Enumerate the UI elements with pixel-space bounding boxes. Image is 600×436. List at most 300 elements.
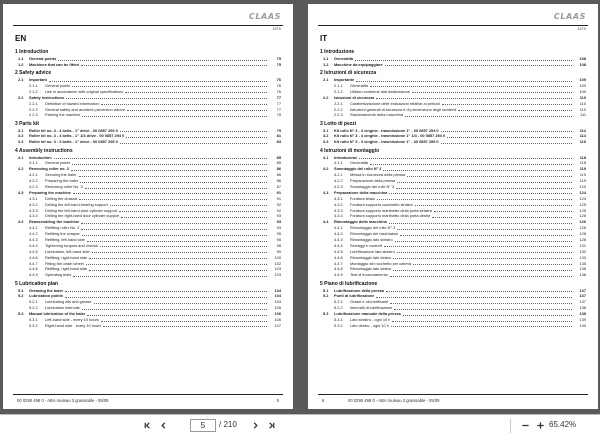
zoom-out-button[interactable] [518,418,532,433]
toc-entry-page: 133 [579,254,586,260]
toc-entry-title: Lubrication points [29,293,63,299]
toc-entry-page: 111 [580,112,586,118]
toc-entry-number: 4.2 [323,166,329,172]
pdf-page-right [308,4,598,409]
dot-leader [403,315,572,316]
toc-entry-page: 139 [579,311,586,317]
toc-entry-page: 103 [274,266,281,272]
toc-entry-title: Rimontaggio del rullo N° 3 [350,225,396,231]
zoom-out-icon [521,421,530,430]
dot-leader [397,252,572,253]
toc-entry-number: 2.2.2 [29,106,38,112]
toc-entry-title: Important [29,77,47,83]
toc-entry[interactable] [320,323,586,329]
toc-entry-page: 108 [579,55,586,61]
toc-entry-title: Removing roller no. 3 [29,166,69,172]
dot-leader [389,223,572,224]
toc-entry-number: 4.4.3 [29,237,38,243]
toc-entry-page: 99 [276,248,281,254]
toc-entry-page: 86 [276,178,281,184]
toc-entry-title: Drilling the chassis [45,195,78,201]
toc-entry-page: 77 [276,106,281,112]
toc-entry-page: 103 [274,272,281,278]
toc-entry-page: 126 [579,213,586,219]
toc-entry-page: 119 [579,166,586,172]
toc-entry-title: General safety and accident prevention advice [45,106,126,112]
next-page-icon [251,421,260,430]
toc-entry-title: Macchine da equipaggiare [334,61,383,67]
footer-document-ref: 00 0290 498 0 - ABA rouleau 3 graissable - 05/09 [17,398,109,403]
dot-leader [441,131,572,132]
zoom-in-icon [536,421,545,430]
dot-leader [355,60,572,61]
dot-leader [58,60,267,61]
dot-leader [101,321,267,322]
toc-entry-page: 118 [579,160,586,166]
toc-entry-number: 4.4.4 [334,242,343,248]
toc-entry[interactable] [15,112,281,118]
toc-entry-number: 4.2.3 [29,184,38,190]
toolbar-separator [510,419,511,433]
dot-leader [79,176,267,177]
dot-leader [100,246,267,247]
dot-leader [385,65,572,66]
toc-entry-page: 124 [579,189,586,195]
toc-entry-title: Tightening torques and checks [45,242,98,248]
last-page-button[interactable] [264,418,278,433]
toc-entry-number: 4.4.6 [334,254,343,260]
toc-entry-page: 93 [276,219,281,225]
toc-section-heading[interactable]: 5 Piano di lubrificazione [320,280,378,287]
dot-leader [397,182,572,183]
toc-entry-number: 4.4.8 [29,266,38,272]
dot-leader [82,309,267,310]
toc-entry-title: Kit rullo N° 3 - 4 cinghie - trasmissione 1" - 00 0857 293 0 [334,127,439,133]
toc-entry-page: 105 [274,305,281,311]
toc-entry-number: 5.3.2 [334,322,343,328]
toc-entry-page: 106 [274,311,281,317]
toc-entry-number: 5.2.1 [29,299,38,305]
toc-entry-page: 140 [579,322,586,328]
dot-leader [120,143,267,144]
toc-entry-title: Utilizzo conforme alla destinazione [350,88,410,94]
toc-entry-number: 4.1 [18,154,24,160]
toc-entry-page: 104 [274,293,281,299]
toc-entry[interactable] [15,139,281,145]
toc-section-heading[interactable]: 2 Istruzioni di sicurezza [320,70,377,77]
toc-entry-page: 126 [579,219,586,225]
toc-entry-page: 136 [579,266,586,272]
toc-entry-page: 102 [274,260,281,266]
table-of-contents [320,49,586,329]
toc-entry-page: 112 [579,127,586,133]
toc-entry-title: Generalità [350,160,368,166]
toc-entry-page: 136 [579,272,586,278]
toc-section-heading[interactable]: 2 Safety advice [15,70,52,77]
toc-entry-number: 5.1 [18,287,24,293]
dot-leader [125,92,267,93]
toc-entry-page: 75 [276,55,281,61]
dot-leader [370,164,572,165]
dot-leader [85,188,267,189]
toc-entry-number: 3.1 [18,127,24,133]
toc-entry-page: 126 [579,225,586,231]
page-language: EN [15,34,27,43]
dot-leader [120,131,267,132]
toc-entry-page: 76 [276,82,281,88]
toc-entry-title: Istruzioni di sicurezza [334,94,375,100]
toc-section-heading[interactable]: 4 Istruzioni di montaggio [320,147,380,154]
toc-entry-number: 5.2 [323,293,329,299]
toc-entry-number: 4.1 [323,154,329,160]
toc-entry-title: Refitting, left-hand side [45,237,85,243]
toc-entry-title: Foratura supporto martinetto della porta sinistra [350,207,432,213]
toc-entry-title: Preparing the machine [29,189,71,195]
dot-leader [86,264,267,265]
toc-section-heading[interactable]: 1 Introduzione [320,49,355,55]
toc-entry-number: 4.4.7 [334,260,343,266]
toc-entry-page: 95 [276,237,281,243]
toc-entry-page: 93 [276,225,281,231]
toc-entry-number: 2.2 [323,94,329,100]
toc-entry[interactable] [320,62,586,68]
toc-entry-number: 4.1.1 [29,160,38,166]
dot-leader [71,170,267,171]
toc-entry-page: 77 [276,94,281,100]
toc-entry-title: Manual lubrication of the baler [29,311,86,317]
toc-entry-number: 4.4.9 [334,272,343,278]
toc-entry-title: Intervalli di lubrificazione [350,305,393,311]
header-code: 107X [577,27,586,31]
dot-leader [110,205,267,206]
toc-entry-title: Generalità [334,55,354,61]
toc-entry[interactable] [320,272,586,278]
dot-leader [49,81,267,82]
toc-entry-page: 120 [579,184,586,190]
toc-entry-page: 77 [276,100,281,106]
toc-entry-page: 125 [579,207,586,213]
toc-entry-title: Drilling the left-hand door cylinder support [45,207,118,213]
toc-entry-page: 138 [579,305,586,311]
toc-entry-number: 1.2 [18,61,24,67]
dot-leader [127,110,267,111]
toc-entry-title: Serraggi e controlli [350,242,383,248]
dot-leader [89,270,267,271]
toc-entry-title: Machines that can be fitted [29,61,79,67]
page-total: / 210 [219,420,237,429]
dot-leader [432,217,572,218]
dot-leader [81,65,267,66]
dot-leader [126,137,267,138]
claas-logo: CLAAS [553,12,586,21]
toc-entry-number: 2.2.3 [334,112,343,118]
toc-entry-title: Refitting the scraper [45,231,80,237]
toc-entry-number: 3.3 [18,139,24,145]
dot-leader [434,211,572,212]
toc-entry-title: Removing roller No. 3 [45,184,83,190]
footer-rule [318,394,588,395]
dot-leader [391,326,572,327]
toc-entry-number: 4.3 [18,189,24,195]
dot-leader [395,241,572,242]
dot-leader [359,158,572,159]
toc-entry-page: 92 [276,201,281,207]
toc-entry[interactable] [15,323,281,329]
toc-entry-title: Smontaggio del rullo N° 3 [350,184,395,190]
toc-entry-page: 83 [276,139,281,145]
toc-entry-page: 116 [579,139,586,145]
dot-leader [66,98,267,99]
toc-entry-page: 81 [276,133,281,139]
footer-page-number: 6 [322,398,325,403]
footer-page-number: 5 [276,398,279,403]
table-of-contents [15,49,281,329]
toc-entry-title: Use in accordance with original specifications [45,88,124,94]
toc-entry-page: 114 [579,133,586,139]
dot-leader [390,303,572,304]
toc-entry-title: Kit rullo N° 3 - 3 cinghie - trasmissione 1" - 00 0857 295 0 [334,139,439,145]
toc-entry-number: 5.3.2 [29,322,38,328]
toc-entry-number: 4.4.2 [334,231,343,237]
toc-entry-title: Lubrication intervals [45,305,80,311]
pdf-toolbar [0,414,600,436]
toc-entry-title: Importante [334,77,355,83]
toc-entry-title: Securing the baler [45,172,77,178]
toc-entry-number: 4.2.2 [29,178,38,184]
toc-entry-page: 85 [276,160,281,166]
toc-entry-title: Lubrificazione lato sinistro [350,248,395,254]
toc-entry-title: General points [29,55,57,61]
claas-logo: CLAAS [248,12,281,21]
toc-entry-number: 4.2.3 [334,184,343,190]
toc-entry-title: Lubrificazione della pressa [334,287,384,293]
prev-page-button[interactable] [156,418,170,433]
toc-entry-number: 4.3.3 [29,207,38,213]
toc-entry-number: 4.4.5 [334,248,343,254]
toc-entry-title: Preparing the baler [45,178,79,184]
dot-leader [65,291,267,292]
dot-leader [376,98,572,99]
toc-entry-title: General points [45,160,71,166]
dot-leader [370,86,572,87]
toc-entry-title: Stazionamento della macchina [350,112,403,118]
toc-entry[interactable] [320,139,586,145]
toc-entry-title: Reassembling the machine [29,219,80,225]
toc-entry-page: 128 [579,231,586,237]
toc-entry-title: Refitting, right-hand side [45,254,88,260]
dot-leader [400,235,572,236]
dot-leader [72,86,267,87]
toc-entry-number: 4.2.2 [334,178,343,184]
toc-entry-title: Istruzioni generali di sicurezza e di prevenzione degli incidenti [350,106,457,112]
toc-entry-number: 2.1 [323,77,329,83]
toc-entry-number: 5.2.2 [334,305,343,311]
toc-entry-number: 4.4 [18,219,24,225]
toc-entry-page: 76 [276,88,281,94]
toc-entry-page: 87 [276,184,281,190]
toc-entry-title: Right-hand side - every 10 hours [45,322,102,328]
toc-entry-number: 4.4.9 [29,272,38,278]
dot-leader [54,158,267,159]
toc-entry-page: 86 [276,172,281,178]
dot-leader [65,297,267,298]
toc-entry-title: Montaggio del rocchetto per catena [350,260,411,266]
toc-entry-title: Rimontaggio lato sinistro [350,237,393,243]
toc-entry-number: 5.2 [18,293,24,299]
toc-entry-title: Fitting the chain wheel [45,260,84,266]
dot-leader [392,321,572,322]
toc-entry-title: Lubrificazione manuale della pressa [334,311,401,317]
toc-entry-title: Left-hand side - every 10 hours [45,317,99,323]
dot-leader [393,258,572,259]
toc-entry-number: 2.2.1 [334,100,343,106]
toc-entry-page: 85 [276,154,281,160]
zoom-in-button[interactable] [533,418,547,433]
toc-entry-title: Smontaggio del rullo N° 3 [334,166,382,172]
zoom-level[interactable]: 65.42% [549,420,577,429]
footer-document-ref: 00 0290 498 0 - ABA rouleau 3 graissable - 05/09 [348,398,440,403]
dot-leader [441,143,572,144]
toc-entry-page: 110 [579,100,586,106]
toc-entry-page: 124 [579,195,586,201]
toc-entry-title: Parking the machine [45,112,81,118]
toc-section-heading[interactable]: 3 Lotto di pezzi [320,120,357,127]
toc-entry-page: 76 [276,77,281,83]
toc-entry-number: 4.3.4 [29,213,38,219]
dot-leader [393,270,572,271]
dot-leader [72,164,267,165]
toc-section-heading[interactable]: 1 Introduction [15,49,49,55]
toc-entry-number: 5.3 [18,311,24,317]
dot-leader [442,104,572,105]
toc-entry-title: Operating tests [45,272,72,278]
toc-entry-number: 4.3.3 [334,207,343,213]
toc-entry[interactable] [15,272,281,278]
toc-entry-page: 137 [579,293,586,299]
toc-entry-page: 91 [276,189,281,195]
toc-entry-number: 4.3 [323,189,329,195]
toc-entry-number: 5.1 [323,287,329,293]
page-language: IT [320,34,328,43]
toc-entry-title: Lato destro - ogni 10 h [350,322,389,328]
toc-entry-number: 5.3.1 [29,317,38,323]
toc-entry-number: 4.3.4 [334,213,343,219]
toc-entry-title: Safety instructions [29,94,65,100]
header-code: 107X [272,27,281,31]
toc-entry-number: 2.1.1 [29,82,38,88]
toc-entry-page: 100 [274,254,281,260]
dot-leader [405,116,572,117]
dot-leader [81,229,267,230]
toc-entry-number: 4.4.4 [29,242,38,248]
dot-leader [356,81,572,82]
toc-entry-number: 2.2.2 [334,106,343,112]
toc-entry-page: 75 [276,61,281,67]
toc-entry-title: Drilling the right-hand door cylinder support [45,213,120,219]
dot-leader [396,188,572,189]
toc-entry-page: 110 [579,94,586,100]
toc-entry-number: 3.1 [323,127,329,133]
pdf-page-left [3,4,293,409]
toc-entry-title: Grassi e oli lubrificanti [350,299,389,305]
toc-entry-title: Drilling the left-hand bearing support [45,201,108,207]
toc-entry-title: Messa in sicurezza della pressa [350,172,406,178]
toc-section-heading[interactable]: 4 Assembly instructions [15,147,73,154]
toc-entry-page: 119 [579,172,586,178]
toc-entry-title: Lato sinistro - ogni 10 h [350,317,391,323]
toc-entry-page: 107 [274,322,281,328]
toc-entry-title: Definition of hazard information [45,100,99,106]
dot-leader [384,246,572,247]
dot-leader [376,297,572,298]
toc-entry-number: 4.3.2 [334,201,343,207]
toc-entry-page: 139 [579,317,586,323]
toc-entry[interactable] [320,112,586,118]
toc-entry-number: 4.4.1 [29,225,38,231]
toc-entry-number: 2.2.1 [29,100,38,106]
toc-entry-page: 118 [579,154,586,160]
toc-entry-page: 137 [579,287,586,293]
toc-entry-title: Rimontaggio lato destro [350,266,392,272]
toc-entry-page: 98 [276,242,281,248]
toc-entry-number: 4.3.1 [29,195,38,201]
toc-entry-number: 4.1.1 [334,160,343,166]
toc-entry-title: Lubricating oils and grease [45,299,92,305]
toc-entry-number: 4.4.5 [29,248,38,254]
footer-rule [13,394,283,395]
toc-entry-number: 5.2.2 [29,305,38,311]
first-page-button[interactable] [140,418,154,433]
dot-leader [390,276,572,277]
toc-section-heading[interactable]: 3 Parts kit [15,120,39,127]
toc-entry-number: 4.4.1 [334,225,343,231]
toc-section-heading[interactable]: 5 Lubrication plan [15,280,59,287]
dot-leader [383,170,572,171]
toc-entry-title: Test di funzionamento [350,272,388,278]
toc-entry-number: 2.1 [18,77,24,83]
dot-leader [447,137,572,138]
next-page-button[interactable] [248,418,262,433]
toc-entry-number: 3.2 [18,133,24,139]
toc-entry-title: Lubrication, left-hand side [45,248,90,254]
toc-entry-title: Rimontaggio lato destro [350,254,392,260]
toc-entry-page: 104 [274,299,281,305]
dot-leader [87,315,267,316]
toc-entry-title: Introduction [29,154,52,160]
first-page-icon [143,421,152,430]
toc-entry-title: Foratura supporto martinetto della porta destra [350,213,431,219]
page-number-input[interactable] [190,419,216,432]
toc-entry-number: 4.4.7 [29,260,38,266]
dot-leader [119,211,267,212]
dot-leader [386,291,572,292]
toc-entry-number: 3.2 [323,133,329,139]
toc-entry-page: 125 [579,201,586,207]
toc-entry-number: 1.2 [323,61,329,67]
dot-leader [103,326,267,327]
toc-entry-page: 79 [276,127,281,133]
toc-entry-title: Preparazione della macchina [334,189,388,195]
toc-entry[interactable] [15,62,281,68]
dot-leader [101,104,267,105]
toc-entry-title: Punti di lubrificazione [334,293,375,299]
toc-entry-page: 91 [276,195,281,201]
toc-entry-title: Rimontaggio del raschiatore [350,231,399,237]
toc-entry-title: Introduzione [334,154,358,160]
toc-entry-number: 4.3.1 [334,195,343,201]
toc-entry-page: 128 [579,237,586,243]
toc-entry-page: 109 [579,88,586,94]
